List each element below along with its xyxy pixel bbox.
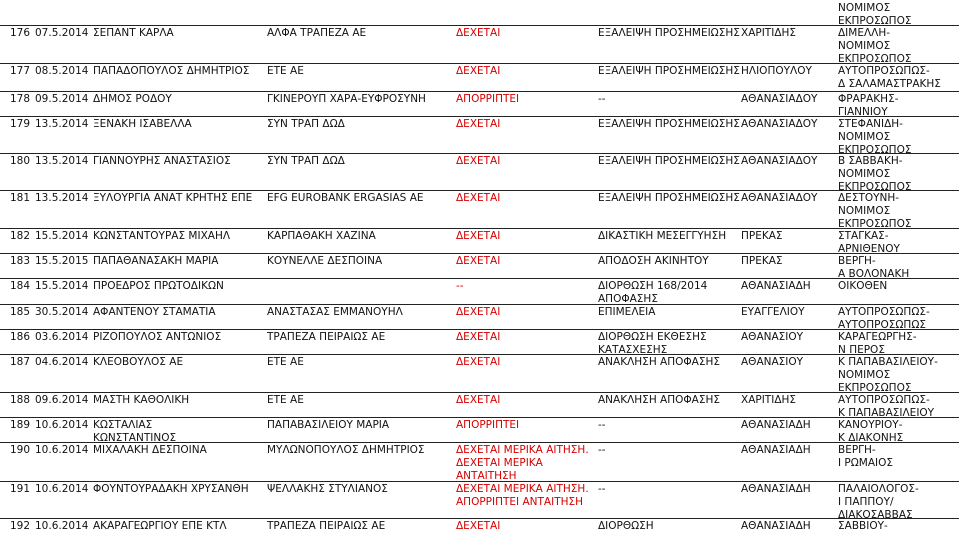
row-subject: ΕΞΑΛΕΙΨΗ ΠΡΟΣΗΜΕΙΩΣΗΣ <box>598 155 740 167</box>
row-date: 15.5.2014 <box>35 230 89 242</box>
table-row <box>0 304 959 330</box>
row-date: 13.5.2014 <box>35 155 89 167</box>
row-subject: ΕΞΑΛΕΙΨΗ ΠΡΟΣΗΜΕΙΩΣΗΣ <box>598 65 740 77</box>
row-lawyer: ΑΘΑΝΑΣΙΑΔΗ <box>741 280 811 292</box>
table-row <box>0 417 959 443</box>
row-lawyer: ΧΑΡΙΤΙΔΗΣ <box>741 27 797 39</box>
row-lawyer: ΗΛΙΟΠΟΥΛΟΥ <box>741 65 812 77</box>
row-status: -- <box>456 280 464 292</box>
row-lawyer: ΑΘΑΝΑΣΙΑΔΗ <box>741 419 811 431</box>
row-lawyer: ΕΥΑΓΓΕΛΙΟΥ <box>741 306 805 318</box>
row-lawyer: ΧΑΡΙΤΙΔΗΣ <box>741 394 797 406</box>
table-row <box>0 442 959 482</box>
row-date: 03.6.2014 <box>35 331 89 343</box>
table-row <box>0 253 959 279</box>
row-lawyer: ΑΘΑΝΑΣΙΑΔΟΥ <box>741 155 818 167</box>
row-opponent: ΚΑΡΠΑΘΑΚΗ ΧΑΖΙΝΑ <box>267 230 376 242</box>
row-representative: Κ ΠΑΠΑΒΑΣΙΛΕΙΟΥ- ΝΟΜΙΜΟΣ ΕΚΠΡΟΣΩΠΟΣ <box>838 356 938 394</box>
row-status: ΔΕΧΕΤΑΙ ΜΕΡΙΚΑ ΑΙΤΗΣΗ. ΔΕΧΕΤΑΙ ΜΕΡΙΚΑ ΑΝΤΑΙΤΗΣΗ <box>456 444 589 482</box>
row-status: ΔΕΧΕΤΑΙ <box>456 192 501 204</box>
row-representative: ΑΥΤΟΠΡΟΣΩΠΩΣ- Δ ΣΑΛΑΜΑΣΤΡΑΚΗΣ <box>838 65 941 90</box>
row-number: 181 <box>10 192 31 204</box>
row-party: ΚΩΣΤΑΛΙΑΣ ΚΩΝΣΤΑΝΤΙΝΟΣ <box>93 419 177 444</box>
row-lawyer: ΑΘΑΝΑΣΙΟΥ <box>741 331 804 343</box>
row-number: 190 <box>10 444 31 456</box>
row-party: ΠΡΟΕΔΡΟΣ ΠΡΩΤΟΔΙΚΩΝ <box>93 280 224 292</box>
row-representative: ΣΤΕΦΑΝΙΔΗ- ΝΟΜΙΜΟΣ ΕΚΠΡΟΣΩΠΟΣ <box>838 118 912 156</box>
row-opponent: ΤΡΑΠΕΖΑ ΠΕΙΡΑΙΩΣ ΑΕ <box>267 331 386 343</box>
row-representative: ΦΡΑΡΑΚΗΣ- ΓΙΑΝΝΙΟΥ <box>838 93 899 118</box>
row-date: 10.6.2014 <box>35 419 89 431</box>
row-date: 13.5.2014 <box>35 118 89 130</box>
row-status: ΔΕΧΕΤΑΙ <box>456 230 501 242</box>
row-subject: ΔΙΟΡΘΩΣΗ <box>598 520 654 532</box>
row-representative: ΚΑΡΑΓΕΩΡΓΗΣ- Ν ΠΕΡΟΣ <box>838 331 917 356</box>
row-status: ΑΠΟΡΡΙΠΤΕΙ <box>456 419 520 431</box>
row-date: 30.5.2014 <box>35 306 89 318</box>
table-row <box>0 481 959 519</box>
table-row <box>0 354 959 393</box>
row-status: ΔΕΧΕΤΑΙ <box>456 520 501 532</box>
row-lawyer: ΑΘΑΝΑΣΙΑΔΗ <box>741 444 811 456</box>
row-subject: ΕΞΑΛΕΙΨΗ ΠΡΟΣΗΜΕΙΩΣΗΣ <box>598 27 740 39</box>
row-date: 13.5.2014 <box>35 192 89 204</box>
row-party: ΜΑΣΤΗ ΚΑΘΟΛΙΚΗ <box>93 394 190 406</box>
row-representative: ΔΙΜΕΛΛΗ- ΝΟΜΙΜΟΣ ΕΚΠΡΟΣΩΠΟΣ <box>838 27 912 65</box>
row-opponent: ΕΤΕ ΑΕ <box>267 394 304 406</box>
row-representative: ΣΑΒΒΙΟΥ- <box>838 520 888 532</box>
table-row <box>0 190 959 229</box>
row-date: 07.5.2014 <box>35 27 89 39</box>
table-row <box>0 116 959 154</box>
row-opponent: ΚΟΥΝΕΛΛΕ ΔΕΣΠΟΙΝΑ <box>267 255 383 267</box>
table-row <box>0 91 959 117</box>
row-lawyer: ΠΡΕΚΑΣ <box>741 255 783 267</box>
row-lawyer: ΑΘΑΝΑΣΙΑΔΟΥ <box>741 93 818 105</box>
table-row <box>0 153 959 191</box>
row-party: ΓΙΑΝΝΟΥΡΗΣ ΑΝΑΣΤΑΣΙΟΣ <box>93 155 231 167</box>
row-date: 10.6.2014 <box>35 483 89 495</box>
previous-row-rep-fragment: ΝΟΜΙΜΟΣ ΕΚΠΡΟΣΩΠΟΣ <box>838 2 912 27</box>
row-representative: ΒΕΡΓΗ- Ι ΡΩΜΑΙΟΣ <box>838 444 894 469</box>
row-party: ΚΛΕΟΒΟΥΛΟΣ ΑΕ <box>93 356 184 368</box>
row-lawyer: ΑΘΑΝΑΣΙΑΔΟΥ <box>741 192 818 204</box>
row-representative: ΣΤΑΓΚΑΣ- ΑΡΝΙΘΕΝΟΥ <box>838 230 900 255</box>
row-status: ΔΕΧΕΤΑΙ <box>456 331 501 343</box>
row-status: ΔΕΧΕΤΑΙ <box>456 118 501 130</box>
table-row <box>0 329 959 355</box>
row-status: ΔΕΧΕΤΑΙ <box>456 306 501 318</box>
row-opponent: EFG EUROBANK ERGASIAS AE <box>267 192 424 204</box>
row-date: 10.6.2014 <box>35 520 89 532</box>
row-opponent: ΑΝΑΣΤΑΣΑΣ ΕΜΜΑΝΟΥΗΛ <box>267 306 403 318</box>
row-subject: ΑΝΑΚΛΗΣΗ ΑΠΟΦΑΣΗΣ <box>598 356 721 368</box>
row-status: ΔΕΧΕΤΑΙ <box>456 394 501 406</box>
row-party: ΣΕΠΑΝΤ ΚΑΡΛΑ <box>93 27 174 39</box>
row-opponent: ΓΚΙΝΕΡΟΥΠ ΧΑΡΑ-ΕΥΦΡΟΣΥΝΗ <box>267 93 426 105</box>
row-party: ΜΙΧΑΛΑΚΗ ΔΕΣΠΟΙΝΑ <box>93 444 207 456</box>
row-representative: Β ΣΑΒΒΑΚΗ- ΝΟΜΙΜΟΣ ΕΚΠΡΟΣΩΠΟΣ <box>838 155 912 193</box>
row-subject: ΕΞΑΛΕΙΨΗ ΠΡΟΣΗΜΕΙΩΣΗΣ <box>598 192 740 204</box>
row-number: 185 <box>10 306 31 318</box>
row-party: ΞΥΛΟΥΡΓΙΑ ΑΝΑΤ ΚΡΗΤΗΣ ΕΠΕ <box>93 192 253 204</box>
row-date: 08.5.2014 <box>35 65 89 77</box>
row-subject: ΔΙΚΑΣΤΙΚΗ ΜΕΣΕΓΓΥΗΣΗ <box>598 230 727 242</box>
row-status: ΔΕΧΕΤΑΙ <box>456 255 501 267</box>
table-row <box>0 228 959 254</box>
row-date: 10.6.2014 <box>35 444 89 456</box>
row-representative: ΒΕΡΓΗ- Α ΒΟΛΟΝΑΚΗ <box>838 255 910 280</box>
row-subject: ΕΞΑΛΕΙΨΗ ΠΡΟΣΗΜΕΙΩΣΗΣ <box>598 118 740 130</box>
row-number: 186 <box>10 331 31 343</box>
row-lawyer: ΑΘΑΝΑΣΙΑΔΗ <box>741 483 811 495</box>
row-number: 178 <box>10 93 31 105</box>
row-representative: ΟΙΚΟΘΕΝ <box>838 280 888 292</box>
row-status: ΔΕΧΕΤΑΙ <box>456 65 501 77</box>
table-row <box>0 518 959 540</box>
row-date: 09.5.2014 <box>35 93 89 105</box>
table-row <box>0 278 959 305</box>
row-opponent: ΤΡΑΠΕΖΑ ΠΕΙΡΑΙΩΣ ΑΕ <box>267 520 386 532</box>
row-lawyer: ΑΘΑΝΑΣΙΟΥ <box>741 356 804 368</box>
table-row <box>0 63 959 92</box>
row-opponent: ΠΑΠΑΒΑΣΙΛΕΙΟΥ ΜΑΡΙΑ <box>267 419 390 431</box>
row-opponent: ΕΤΕ ΑΕ <box>267 356 304 368</box>
row-subject: ΔΙΟΡΘΩΣΗ 168/2014 ΑΠΟΦΑΣΗΣ <box>598 280 708 305</box>
row-status: ΑΠΟΡΡΙΠΤΕΙ <box>456 93 520 105</box>
table-row <box>0 392 959 418</box>
row-number: 192 <box>10 520 31 532</box>
row-status: ΔΕΧΕΤΑΙ <box>456 356 501 368</box>
row-party: ΔΗΜΟΣ ΡΟΔΟΥ <box>93 93 172 105</box>
row-lawyer: ΑΘΑΝΑΣΙΑΔΟΥ <box>741 118 818 130</box>
row-number: 183 <box>10 255 31 267</box>
row-number: 176 <box>10 27 31 39</box>
row-opponent: ΕΤΕ ΑΕ <box>267 65 304 77</box>
row-number: 189 <box>10 419 31 431</box>
row-subject: ΑΝΑΚΛΗΣΗ ΑΠΟΦΑΣΗΣ <box>598 394 721 406</box>
row-representative: ΔΕΣΤΟΥΝΗ- ΝΟΜΙΜΟΣ ΕΚΠΡΟΣΩΠΟΣ <box>838 192 912 230</box>
row-date: 04.6.2014 <box>35 356 89 368</box>
row-party: ΦΟΥΝΤΟΥΡΑΔΑΚΗ ΧΡΥΣΑΝΘΗ <box>93 483 249 495</box>
row-party: ΠΑΠΑΘΑΝΑΣΑΚΗ ΜΑΡΙΑ <box>93 255 219 267</box>
row-opponent: ΑΛΦΑ ΤΡΑΠΕΖΑ ΑΕ <box>267 27 367 39</box>
row-lawyer: ΠΡΕΚΑΣ <box>741 230 783 242</box>
row-representative: ΑΥΤΟΠΡΟΣΩΠΩΣ- Κ ΠΑΠΑΒΑΣΙΛΕΙΟΥ <box>838 394 935 419</box>
row-subject: -- <box>598 93 606 105</box>
row-number: 179 <box>10 118 31 130</box>
row-date: 09.6.2014 <box>35 394 89 406</box>
row-opponent: ΜΥΛΩΝΟΠΟΥΛΟΣ ΔΗΜΗΤΡΙΟΣ <box>267 444 425 456</box>
row-subject: ΕΠΙΜΕΛΕΙΑ <box>598 306 656 318</box>
row-number: 184 <box>10 280 31 292</box>
row-party: ΡΙΖΟΠΟΥΛΟΣ ΑΝΤΩΝΙΟΣ <box>93 331 222 343</box>
row-subject: -- <box>598 483 606 495</box>
row-party: ΠΑΠΑΔΟΠΟΥΛΟΣ ΔΗΜΗΤΡΙΟΣ <box>93 65 250 77</box>
row-subject: -- <box>598 444 606 456</box>
row-opponent: ΣΥΝ ΤΡΑΠ ΔΩΔ <box>267 155 345 167</box>
row-opponent: ΣΥΝ ΤΡΑΠ ΔΩΔ <box>267 118 345 130</box>
row-number: 188 <box>10 394 31 406</box>
row-subject: -- <box>598 419 606 431</box>
row-number: 177 <box>10 65 31 77</box>
row-party: ΑΦΑΝΤΕΝΟΥ ΣΤΑΜΑΤΙΑ <box>93 306 216 318</box>
row-number: 191 <box>10 483 31 495</box>
row-number: 187 <box>10 356 31 368</box>
row-number: 180 <box>10 155 31 167</box>
row-lawyer: ΑΘΑΝΑΣΙΑΔΗ <box>741 520 811 532</box>
row-party: ΚΩΝΣΤΑΝΤΟΥΡΑΣ ΜΙΧΑΗΛ <box>93 230 231 242</box>
row-opponent: ΨΕΛΛΑΚΗΣ ΣΤΥΛΙΑΝΟΣ <box>267 483 388 495</box>
row-representative: ΑΥΤΟΠΡΟΣΩΠΩΣ- ΑΥΤΟΠΡΟΣΩΠΩΣ <box>838 306 930 331</box>
row-subject: ΔΙΟΡΘΩΣΗ ΕΚΘΕΣΗΣ ΚΑΤΑΣΧΕΣΗΣ <box>598 331 707 356</box>
row-party: ΞΕΝΑΚΗ ΙΣΑΒΕΛΛΑ <box>93 118 192 130</box>
table-row <box>0 25 959 64</box>
row-status: ΔΕΧΕΤΑΙ ΜΕΡΙΚΑ ΑΙΤΗΣΗ. ΑΠΟΡΡΙΠΤΕΙ ΑΝΤΑΙΤΗΣΗ <box>456 483 589 508</box>
row-number: 182 <box>10 230 31 242</box>
row-party: ΑΚΑΡΑΓΕΩΡΓΙΟΥ ΕΠΕ ΚΤΛ <box>93 520 227 532</box>
row-representative: ΠΑΛΑΙΟΛΟΓΟΣ- Ι ΠΑΠΠΟΥ/ ΔΙΑΚΟΣΑΒΒΑΣ <box>838 483 919 521</box>
row-date: 15.5.2015 <box>35 255 89 267</box>
row-subject: ΑΠΟΔΟΣΗ ΑΚΙΝΗΤΟΥ <box>598 255 709 267</box>
row-status: ΔΕΧΕΤΑΙ <box>456 155 501 167</box>
row-representative: ΚΑΝΟΥΡΙΟΥ- Κ ΔΙΑΚΟΝΗΣ <box>838 419 904 444</box>
row-status: ΔΕΧΕΤΑΙ <box>456 27 501 39</box>
row-date: 15.5.2014 <box>35 280 89 292</box>
